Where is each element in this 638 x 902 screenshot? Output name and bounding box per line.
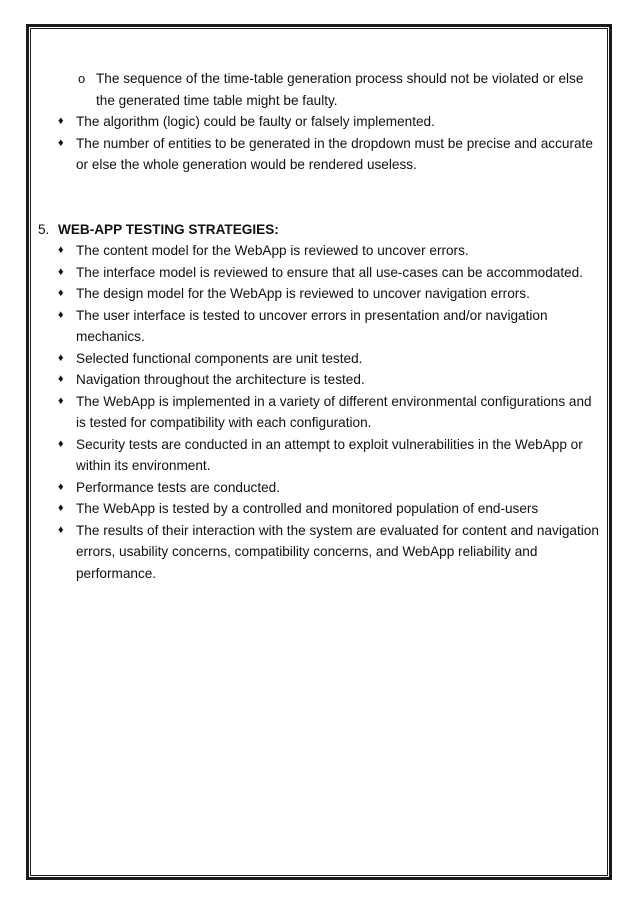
- list-item-text: The user interface is tested to uncover errors in presentation and/or navigation mechanics.: [76, 307, 548, 344]
- list-item: [38, 262, 604, 284]
- diamond-bullet-icon: ♦: [58, 115, 64, 127]
- list-item: [38, 391, 604, 434]
- list-item: [38, 498, 604, 520]
- diamond-bullet-icon: ♦: [58, 351, 64, 364]
- section-number: 5.: [38, 221, 50, 237]
- section-heading: [38, 219, 604, 241]
- list-item: [38, 133, 604, 176]
- list-item: [38, 434, 604, 477]
- list-item-text: Navigation throughout the architecture is tested.: [76, 372, 365, 387]
- list-item-text: Selected functional components are unit tested.: [76, 350, 363, 366]
- list-item: [38, 240, 604, 262]
- sub-list-item: [38, 68, 604, 111]
- list-item: [38, 283, 604, 305]
- list-item-text: The sequence of the time-table generation process should not be violated or else the generated time table might be faulty.: [96, 71, 584, 108]
- diamond-bullet-icon: ♦: [58, 523, 64, 536]
- list-item: [38, 369, 604, 391]
- paragraph-spacer: [38, 176, 604, 219]
- diamond-bullet-icon: ♦: [58, 308, 64, 321]
- list-item-text: Performance tests are conducted.: [76, 479, 281, 495]
- diamond-bullet-icon: ♦: [58, 373, 64, 385]
- diamond-bullet-icon: ♦: [58, 437, 64, 450]
- diamond-bullet-icon: ♦: [58, 244, 64, 256]
- diamond-bullet-icon: ♦: [58, 136, 64, 149]
- list-item-text: The interface model is reviewed to ensure that all use-cases can be accommodated.: [76, 264, 584, 280]
- list-item-text: The number of entities to be generated in the dropdown must be precise and accurate or else the whole generation would be rendered useless.: [76, 135, 593, 172]
- list-item: [38, 520, 604, 585]
- list-item-text: The WebApp is implemented in a variety of different environmental configurations and is tested for compatibility with each configuration.: [76, 393, 592, 430]
- document-content: [38, 68, 604, 584]
- list-item-text: The design model for the WebApp is reviewed to uncover navigation errors.: [76, 286, 530, 301]
- list-item-text: Security tests are conducted in an attempt to exploit vulnerabilities in the WebApp or within its environment.: [76, 436, 583, 473]
- list-item: [38, 111, 604, 133]
- list-item: [38, 477, 604, 499]
- diamond-bullet-icon: ♦: [58, 265, 64, 278]
- diamond-bullet-icon: ♦: [58, 502, 64, 514]
- diamond-bullet-icon: ♦: [58, 394, 64, 407]
- diamond-bullet-icon: ♦: [58, 287, 64, 299]
- list-item-text: The WebApp is tested by a controlled and monitored population of end-users: [76, 501, 539, 516]
- section-title: WEB-APP TESTING STRATEGIES:: [58, 221, 279, 237]
- list-item-text: The algorithm (logic) could be faulty or falsely implemented.: [76, 114, 435, 129]
- list-item-text: The content model for the WebApp is reviewed to uncover errors.: [76, 243, 469, 258]
- list-item: [38, 305, 604, 348]
- list-item-text: The results of their interaction with the system are evaluated for content and navigation errors, usability concerns, compatibility concerns, and WebApp reliability and performance.: [76, 522, 599, 581]
- diamond-bullet-icon: ♦: [58, 480, 64, 493]
- list-item: [38, 348, 604, 370]
- hollow-circle-bullet-icon: o: [78, 71, 86, 86]
